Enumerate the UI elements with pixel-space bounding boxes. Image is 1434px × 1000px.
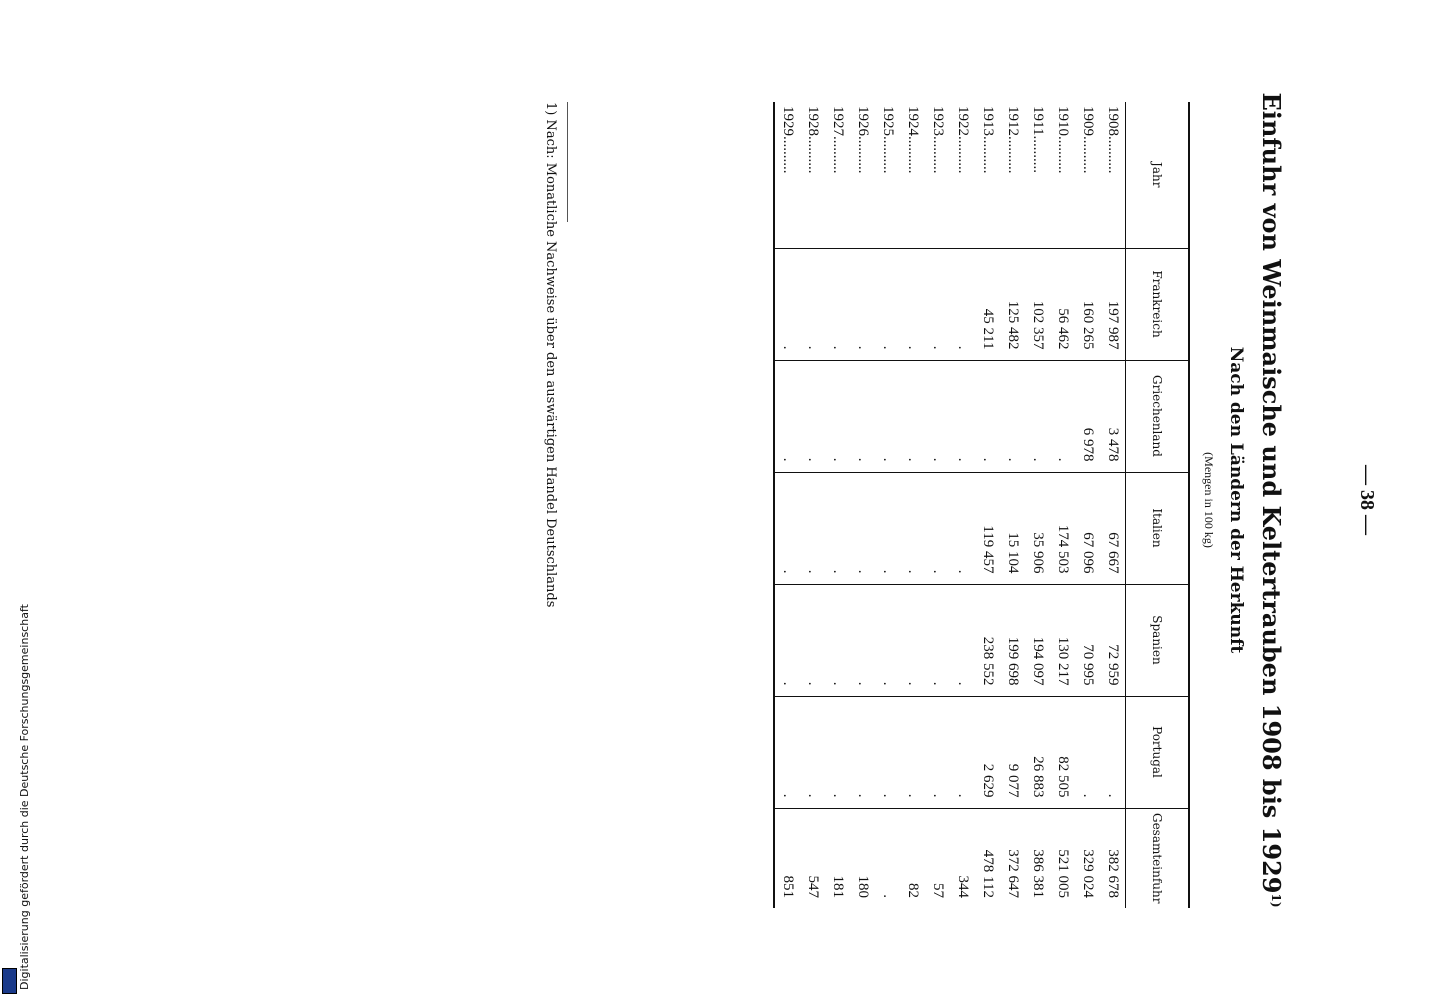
table-row <box>850 102 875 908</box>
value-cell: 2 629 <box>975 696 1000 808</box>
table-row <box>975 102 1000 908</box>
value-cell: 125 482 <box>1000 248 1025 360</box>
value-cell: . <box>875 696 900 808</box>
value-cell: 130 217 <box>1050 584 1075 696</box>
table-header-row <box>1126 102 1190 908</box>
digitization-credit: Digitalisierung gefördert durch die Deutsche Forschungsgemeinschaft <box>18 604 31 990</box>
value-cell: . <box>1050 360 1075 472</box>
value-cell: . <box>900 360 925 472</box>
table-row <box>875 102 900 908</box>
column-header-portugal: Portugal <box>1126 696 1190 808</box>
table-row <box>825 102 850 908</box>
page-number: — 38 — <box>1356 465 1378 535</box>
value-cell: . <box>875 360 900 472</box>
value-cell: . <box>774 696 800 808</box>
value-cell: 160 265 <box>1075 248 1100 360</box>
value-cell: . <box>850 472 875 584</box>
value-cell: 82 505 <box>1050 696 1075 808</box>
value-cell: . <box>950 248 975 360</box>
value-cell: 45 211 <box>975 248 1000 360</box>
value-cell: 3 478 <box>1100 360 1126 472</box>
value-cell: 35 906 <box>1025 472 1050 584</box>
value-cell: 238 552 <box>975 584 1000 696</box>
page-subtitle: Nach den Ländern der Herkunft <box>1226 346 1246 654</box>
value-cell: 102 357 <box>1025 248 1050 360</box>
column-header-spanien: Spanien <box>1126 584 1190 696</box>
value-cell: 26 883 <box>1025 696 1050 808</box>
value-cell: . <box>825 584 850 696</box>
value-cell: 386 381 <box>1025 808 1050 908</box>
value-cell: . <box>1100 696 1126 808</box>
value-cell: 329 024 <box>1075 808 1100 908</box>
value-cell: . <box>925 248 950 360</box>
table-row <box>1025 102 1050 908</box>
column-header-italien: Italien <box>1126 472 1190 584</box>
unit-note: (Mengen in 100 kg) <box>1202 452 1216 548</box>
value-cell: 197 987 <box>1100 248 1126 360</box>
value-cell: 70 995 <box>1075 584 1100 696</box>
footnote: 1) Nach: Monatliche Nachweise über den auswärtigen Handel Deutschlands <box>543 102 558 608</box>
value-cell: . <box>825 248 850 360</box>
value-cell: . <box>1025 360 1050 472</box>
value-cell: . <box>900 472 925 584</box>
value-cell: 521 005 <box>1050 808 1075 908</box>
table-row <box>1100 102 1126 908</box>
value-cell: 9 077 <box>1000 696 1025 808</box>
value-cell: . <box>774 584 800 696</box>
value-cell: . <box>825 472 850 584</box>
value-cell: . <box>950 696 975 808</box>
value-cell: . <box>774 472 800 584</box>
value-cell: . <box>950 472 975 584</box>
table-row <box>1050 102 1075 908</box>
value-cell: . <box>774 360 800 472</box>
value-cell: 181 <box>825 808 850 908</box>
value-cell: . <box>1000 360 1025 472</box>
table-row <box>900 102 925 908</box>
value-cell: . <box>925 584 950 696</box>
value-cell: 547 <box>800 808 825 908</box>
year-cell: 1908.......... <box>1105 106 1121 174</box>
table-row <box>774 102 800 908</box>
year-cell: 1923.......... <box>930 106 946 174</box>
title-footnote-mark: 1) <box>1269 893 1283 908</box>
value-cell: . <box>875 808 900 908</box>
value-cell: . <box>975 360 1000 472</box>
value-cell: 344 <box>950 808 975 908</box>
value-cell: . <box>900 584 925 696</box>
value-cell: 57 <box>925 808 950 908</box>
column-header-year: Jahr <box>1126 102 1190 248</box>
value-cell: . <box>800 360 825 472</box>
value-cell: . <box>900 248 925 360</box>
year-cell: 1912.......... <box>1005 106 1021 174</box>
value-cell: 56 462 <box>1050 248 1075 360</box>
year-cell: 1924.......... <box>905 106 921 174</box>
value-cell: . <box>925 696 950 808</box>
table-row <box>1000 102 1025 908</box>
value-cell: . <box>800 696 825 808</box>
value-cell: 180 <box>850 808 875 908</box>
year-cell: 1929.......... <box>774 102 800 248</box>
value-cell: . <box>875 472 900 584</box>
value-cell: . <box>825 360 850 472</box>
year-cell: 1925.......... <box>880 106 896 174</box>
value-cell: 119 457 <box>975 472 1000 584</box>
value-cell: . <box>875 584 900 696</box>
column-header-frankreich: Frankreich <box>1126 248 1190 360</box>
year-cell: 1909.......... <box>1080 106 1096 174</box>
value-cell: . <box>900 696 925 808</box>
column-header-griechenland: Griechenland <box>1126 360 1190 472</box>
page-title <box>1257 0 1286 1000</box>
value-cell: . <box>950 584 975 696</box>
value-cell: 72 959 <box>1100 584 1126 696</box>
value-cell: . <box>875 248 900 360</box>
value-cell: 851 <box>774 808 800 908</box>
value-cell: 67 667 <box>1100 472 1126 584</box>
value-cell: 82 <box>900 808 925 908</box>
year-cell: 1928.......... <box>805 106 821 174</box>
year-cell: 1913.......... <box>980 106 996 174</box>
value-cell: 194 097 <box>1025 584 1050 696</box>
value-cell: . <box>800 248 825 360</box>
year-cell: 1927.......... <box>830 106 846 174</box>
value-cell: . <box>800 472 825 584</box>
value-cell: . <box>800 584 825 696</box>
value-cell: . <box>850 248 875 360</box>
value-cell: 382 678 <box>1100 808 1126 908</box>
value-cell: . <box>925 472 950 584</box>
value-cell: . <box>950 360 975 472</box>
year-cell: 1911.......... <box>1030 106 1046 173</box>
value-cell: 174 503 <box>1050 472 1075 584</box>
table-row <box>925 102 950 908</box>
footnote-rule <box>567 102 568 222</box>
value-cell: 67 096 <box>1075 472 1100 584</box>
year-cell: 1922.......... <box>955 106 971 174</box>
value-cell: . <box>825 696 850 808</box>
value-cell: 6 978 <box>1075 360 1100 472</box>
value-cell: . <box>850 584 875 696</box>
value-cell: 15 104 <box>1000 472 1025 584</box>
value-cell: . <box>1075 696 1100 808</box>
import-table <box>773 102 1190 908</box>
value-cell: 478 112 <box>975 808 1000 908</box>
value-cell: . <box>850 360 875 472</box>
year-cell: 1926.......... <box>855 106 871 174</box>
title-text: Einfuhr von Weinmaische und Keltertrauben 1908 bis 1929 <box>1257 92 1286 894</box>
table-row <box>950 102 975 908</box>
dfg-logo-icon <box>2 968 17 994</box>
value-cell: . <box>925 360 950 472</box>
value-cell: 199 698 <box>1000 584 1025 696</box>
value-cell: 372 647 <box>1000 808 1025 908</box>
value-cell: . <box>774 248 800 360</box>
value-cell: . <box>850 696 875 808</box>
table-row <box>1075 102 1100 908</box>
year-cell: 1910.......... <box>1055 106 1071 174</box>
column-header-gesamteinfuhr: Gesamteinfuhr <box>1126 808 1190 908</box>
table-body <box>774 102 1126 908</box>
table-row <box>800 102 825 908</box>
